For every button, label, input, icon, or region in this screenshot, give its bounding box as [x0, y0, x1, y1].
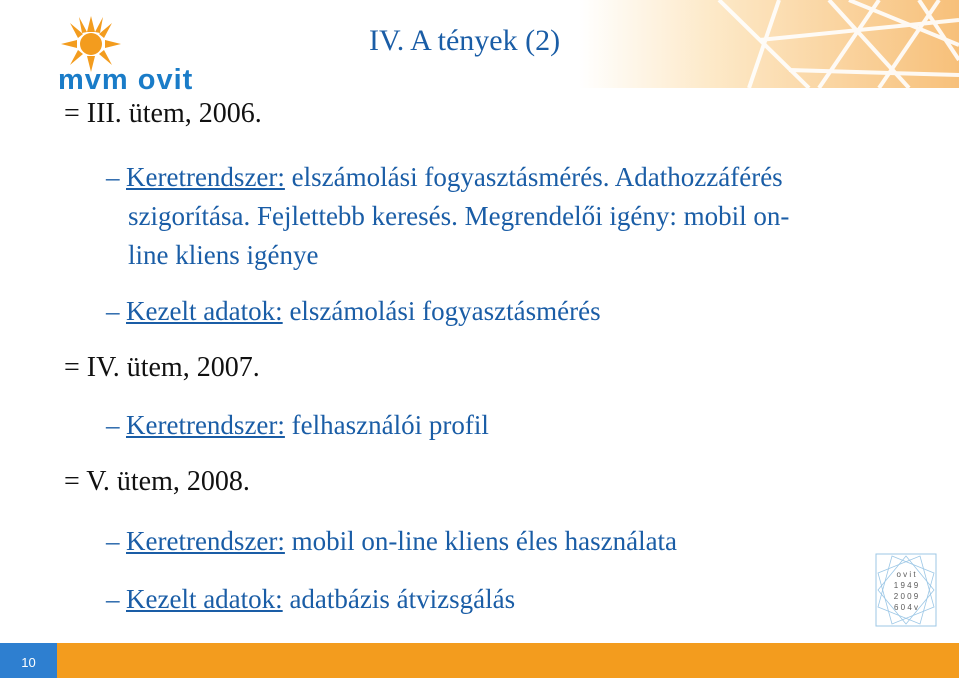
section-heading: = V. ütem, 2008.: [64, 466, 250, 497]
corner-logo-row: 2 0 0 9: [893, 592, 919, 601]
corner-logo-row: 1 9 4 9: [893, 581, 919, 590]
bullet-label: Keretrendszer:: [126, 162, 285, 192]
bullet-text: felhasználói profil: [284, 410, 489, 440]
bullet-label: Kezelt adatok:: [126, 584, 283, 614]
bullet-text: elszámolási fogyasztásmérés: [282, 296, 601, 326]
section-heading: = III. ütem, 2006.: [64, 98, 262, 129]
section-heading: = IV. ütem, 2007.: [64, 352, 260, 383]
page-number-box: [0, 643, 57, 678]
corner-logo-row: 6 0 4 v: [893, 603, 919, 612]
bullet-item: [106, 292, 601, 331]
dash-marker: –: [106, 526, 120, 556]
bullet-item: [106, 522, 677, 561]
bullet-label: Keretrendszer:: [126, 410, 285, 440]
bullet-text: szigorítása. Fejlettebb keresés. Megrendelői igény: mobil on-: [128, 201, 790, 231]
bullet-label: Kezelt adatok:: [126, 296, 283, 326]
corner-logo-row: o v i t: [896, 570, 916, 579]
bullet-text: adatbázis átvizsgálás: [282, 584, 516, 614]
bullet-item: [106, 406, 489, 445]
bullet-text: line kliens igénye: [128, 240, 319, 270]
bullet-label: Keretrendszer:: [126, 526, 285, 556]
logo-text: mvm ovit: [58, 64, 194, 96]
page-number: 10: [21, 655, 36, 670]
mvm-ovit-logo: [46, 14, 194, 98]
dash-marker: –: [106, 296, 120, 326]
bullet-text: mobil on-line kliens éles használata: [284, 526, 678, 556]
header-decoration: [579, 0, 959, 88]
footer-bar: [0, 643, 959, 678]
bullet-text: elszámolási fogyasztásmérés. Adathozzáférés: [284, 162, 783, 192]
dash-marker: –: [106, 584, 120, 614]
ovit-anniversary-icon: [875, 553, 937, 627]
bullet-item: [106, 580, 515, 619]
dash-marker: –: [106, 410, 120, 440]
dash-marker: –: [106, 162, 120, 192]
bullet-item: [106, 158, 789, 275]
slide-title: IV. A tények (2): [369, 24, 561, 57]
